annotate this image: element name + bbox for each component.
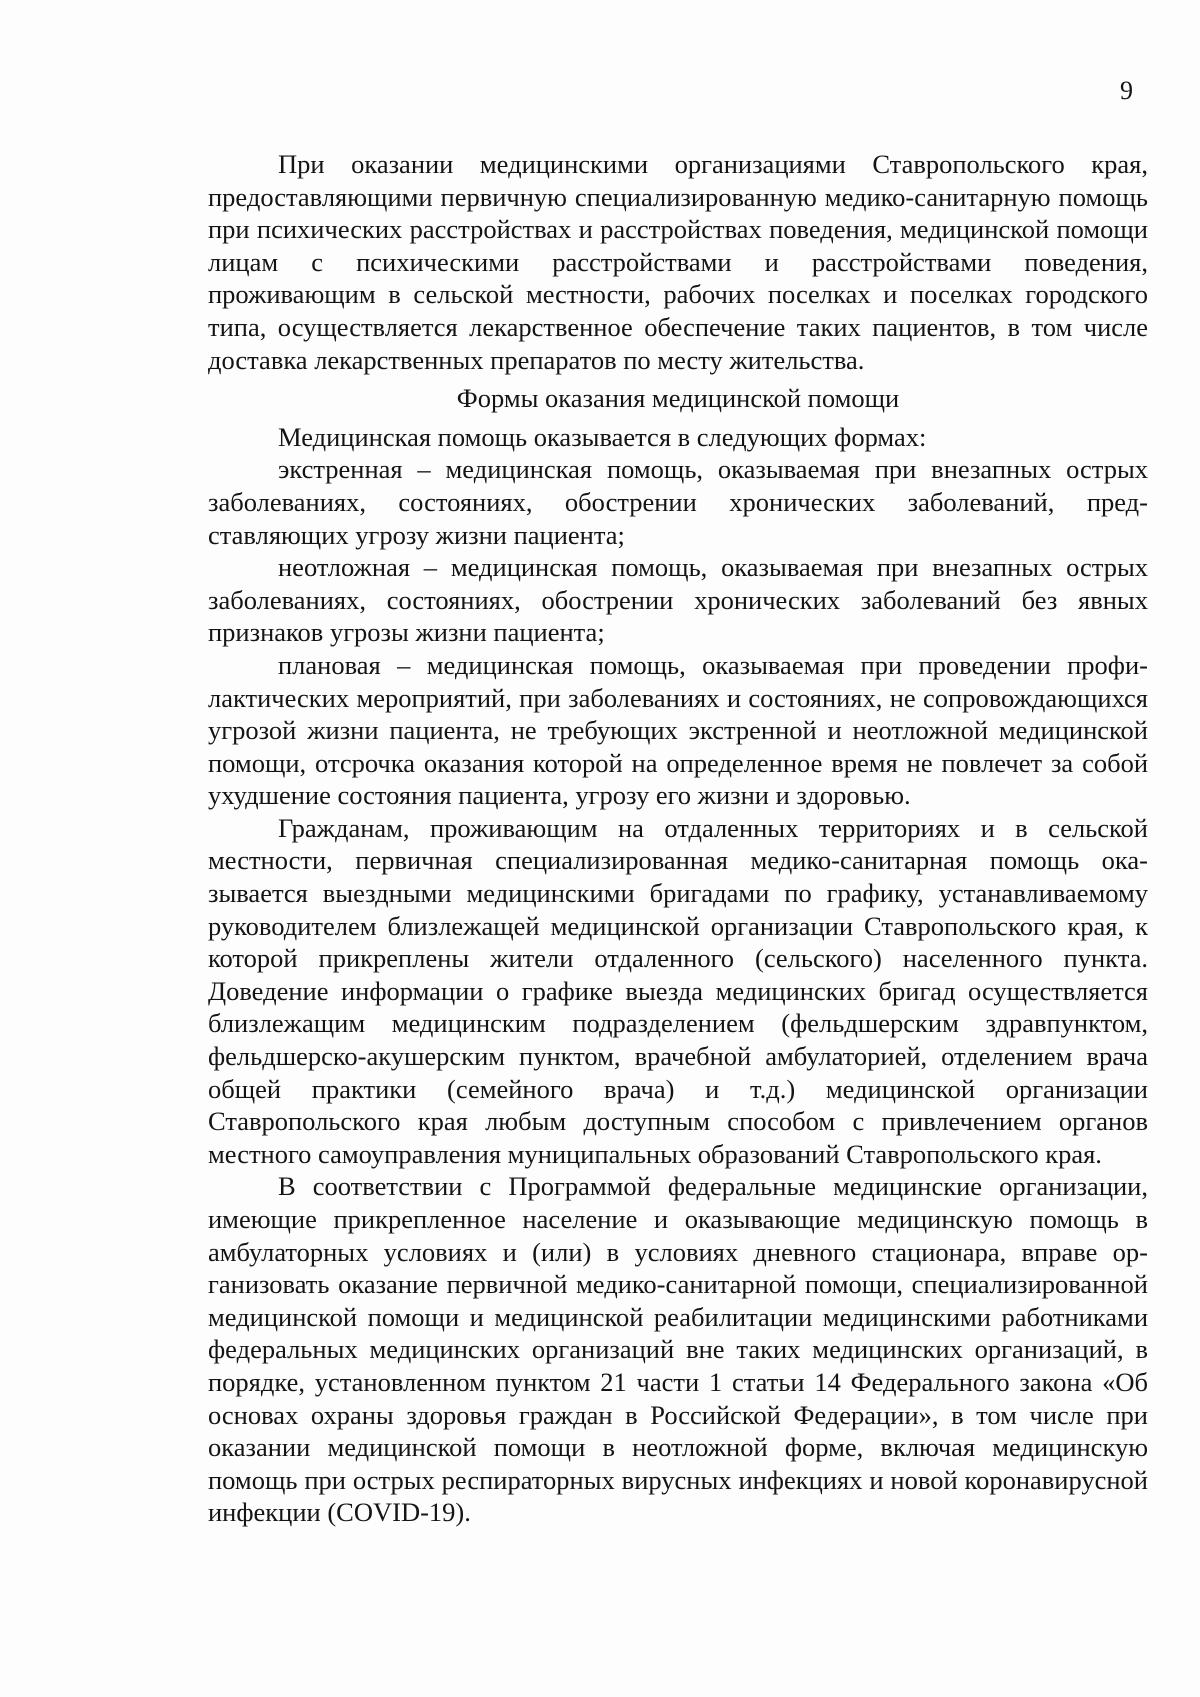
paragraph-forms-intro: Медицинская помощь оказывается в следующих формах: <box>278 421 927 452</box>
paragraph-form-planned: плановая – медицинская помощь, оказываемая при проведении профилактических мероприятий, при заболеваниях и состояниях, не сопровождающихся угрозой жизни пациента, не требующих экстренной и неотложной медицинской помощи, отсрочка оказания которой на определенное время не повлечет за собой ухудшение состояния пациента, угрозу его жизни и здоровью. <box>208 649 1148 811</box>
paragraph-remote-territories: Гражданам, проживающим на отдаленных территориях и в сельской местности, первичная специализированная медико-санитарная помощь оказывается выездными медицинскими бригадами по графику, устанавливаемому руководителем близлежащей медицинской организации Ставропольского края, к которой прикреплены жители отдаленного (сельского) населенного пункта. Доведение информации о графике выезда медицинских бригад осуществляется близлежащим медицинским подразделением (фельдшерским здравпунктом, фельдшерско-акушерским пунктом, врачебной амбулаторией, отделением врача общей практики (семейного врача) и т.д.) медицинской организации Ставропольского края любым доступным способом с привлечением органов местного самоуправления муниципальных образований Ставропольского края. <box>208 812 1148 1169</box>
document-body <box>208 148 1148 1529</box>
paragraph-psychiatric-drug-supply: При оказании медицинскими организациями Ставропольского края, предоставляющими первичную специализированную медико-санитарную помощь при психических расстройствах и расстройствах поведения, медицинской помощи лицам с психическими расстройствами и расстройствами поведения, проживающим в сельской местности, рабочих поселках и поселках городского типа, осуществляется лекарственное обеспечение таких пациентов, в том числе доставка лекарственных препаратов по месту жительства. <box>208 149 1148 375</box>
section-heading-forms: Формы оказания медицинской помощи <box>456 383 900 414</box>
page-number: 9 <box>1120 76 1133 105</box>
paragraph-federal-organizations: В соответствии с Программой федеральные медицинские организации, имеющие прикрепленное население и оказывающие медицинскую помощь в амбулаторных условиях и (или) в условиях дневного стационара, вправе организовать оказание первичной медико-санитарной помощи, специализированной медицинской помощи и медицинской реабилитации медицинскими работниками федеральных медицинских организаций вне таких медицинских организаций, в порядке, установленном пунктом 21 части 1 статьи 14 Федерального закона «Об основах охраны здоровья граждан в Российской Федерации», в том числе при оказании медицинской помощи в неотложной форме, включая медицинскую помощь при острых респираторных вирусных инфекциях и новой коронавирусной инфекции (COVID-19). <box>208 1171 1148 1528</box>
paragraph-form-emergency: экстренная – медицинская помощь, оказываемая при внезапных острых заболеваниях, состояниях, обострении хронических заболеваний, представляющих угрозу жизни пациента; <box>208 454 1148 550</box>
paragraph-form-urgent: неотложная – медицинская помощь, оказываемая при внезапных острых заболеваниях, состояниях, обострении хронических заболеваний без явных признаков угрозы жизни пациента; <box>208 552 1148 648</box>
